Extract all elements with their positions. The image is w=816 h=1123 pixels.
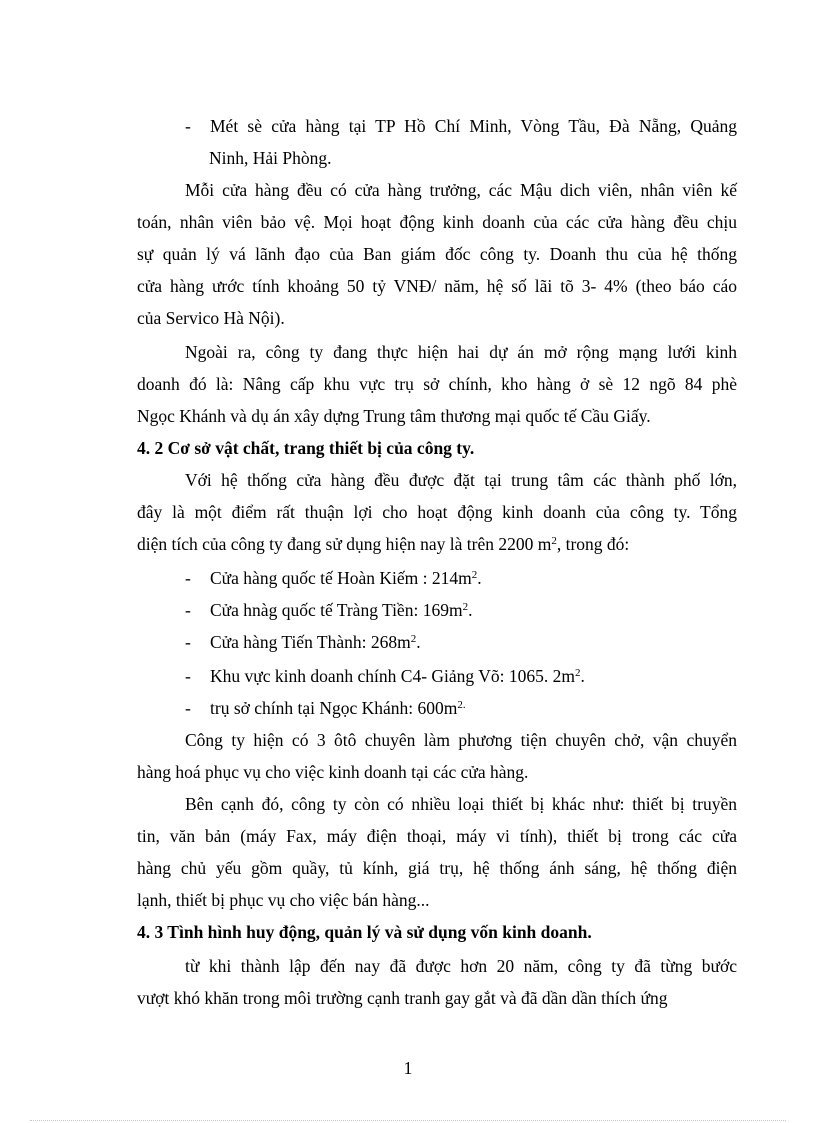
section-heading-4-3: 4. 3 Tình hình huy động, quản lý và sử dụng vốn kinh doanh. bbox=[137, 922, 592, 942]
para-equipment-line: lạnh, thiết bị phục vụ cho việc bán hàng... bbox=[137, 890, 430, 910]
para-stores-line: sự quản lý vá lãnh đạo của Ban giám đốc công ty. Doanh thu của hệ thống bbox=[137, 244, 737, 264]
section-heading-4-2: 4. 2 Cơ sở vật chất, trang thiết bị của công ty. bbox=[137, 438, 475, 458]
bullet-dash: - bbox=[185, 116, 191, 136]
superscript: 2 bbox=[471, 569, 478, 581]
superscript: 2 bbox=[574, 667, 581, 679]
para-projects-line: Ngọc Khánh và dụ án xây dựng Trung tâm thương mại quốc tế Cầu Giấy. bbox=[137, 406, 651, 426]
para-capital-line: vượt khó khăn trong môi trường cạnh tranh gay gắt và đã dần dần thích ứng bbox=[137, 988, 668, 1008]
bullet-dash: - bbox=[185, 698, 191, 718]
para-projects-line: Ngoài ra, công ty đang thực hiện hai dự án mở rộng mạng lưới kinh bbox=[185, 342, 737, 362]
bullet-dash: - bbox=[185, 666, 191, 686]
para-area-line: Với hệ thống cửa hàng đều được đặt tại trung tâm các thành phố lớn, bbox=[185, 470, 737, 490]
para-equipment-line: Bên cạnh đó, công ty còn có nhiều loại thiết bị khác như: thiết bị truyền bbox=[185, 794, 737, 814]
para-projects-line: doanh đó là: Nâng cấp khu vực trụ sở chính, kho hàng ở sè 12 ngõ 84 phè bbox=[137, 374, 737, 394]
para-stores-line: Mỗi cửa hàng đều có cửa hàng trưởng, các Mậu dich viên, nhân viên kế bbox=[185, 180, 737, 200]
bullet-text-line1: Mét sè cửa hàng tại TP Hồ Chí Minh, Vòng Tầu, Đà Nẵng, Quảng bbox=[210, 116, 737, 136]
bullet-dash: - bbox=[185, 600, 191, 620]
superscript: 2 bbox=[410, 633, 417, 645]
superscript: 2 bbox=[551, 535, 557, 547]
superscript: 2. bbox=[457, 699, 466, 711]
para-area-line: đây là một điểm rất thuận lợi cho hoạt động kinh doanh của công ty. Tổng bbox=[137, 502, 737, 522]
para-vehicles-line: Công ty hiện có 3 ôtô chuyên làm phương tiện chuyên chở, vận chuyển bbox=[185, 730, 737, 750]
para-equipment-line: tin, văn bản (máy Fax, máy điện thoại, máy vi tính), thiết bị trong các cửa bbox=[137, 826, 737, 846]
page-number: 1 bbox=[403, 1058, 413, 1078]
para-stores-line: cửa hàng ưrớc tính khoảng 50 tỷ VNĐ/ năm, hệ số lãi tõ 3- 4% (theo báo cáo bbox=[137, 276, 737, 296]
para-area-line-last: diện tích của công ty đang sử dụng hiện nay là trên 2200 $m^2$, trong đó: bbox=[137, 534, 630, 554]
footer-divider bbox=[30, 1120, 786, 1121]
para-vehicles-line: hàng hoá phục vụ cho việc kinh doanh tại các cửa hàng. bbox=[137, 762, 529, 782]
para-stores-line: của Servico Hà Nội). bbox=[137, 308, 285, 328]
superscript: 2 bbox=[462, 601, 469, 613]
bullet-text-line2: Ninh, Hải Phòng. bbox=[209, 148, 332, 168]
para-equipment-line: hàng chủ yếu gồm quầy, tủ kính, giá trụ, hệ thống ánh sáng, hệ thống điện bbox=[137, 858, 737, 878]
bullet-dash: - bbox=[185, 632, 191, 652]
bullet-dash: - bbox=[185, 568, 191, 588]
para-capital-line: từ khi thành lập đến nay đã được hơn 20 năm, công ty đã từng bước bbox=[185, 956, 737, 976]
document-page: - Mét sè cửa hàng tại TP Hồ Chí Minh, Vòng Tầu, Đà Nẵng, Quảng Ninh, Hải Phòng. Mỗi cửa hàng đều có cửa hàng trưởng, các Mậu dich viên, nhân viên kế toán, nhân viên bảo vệ. Mọi hoạt động kinh doanh của các cửa hàng đều chịu sự quản lý vá lãnh đạo của Ban giám đốc công ty. Doanh thu của hệ thống cửa hàng ưrớc tính khoảng 50 tỷ VNĐ/ năm, hệ số lãi tõ 3- 4% (theo báo cáo của Servico Hà Nội). Ngoài ra, công ty đang thực hiện hai dự án mở rộng mạng lưới kinh doanh đó là: Nâng cấp khu vực trụ sở chính, kho hàng ở sè 12 ngõ 84 phè Ngọc Khánh và dụ án xây dựng Trung tâm thương mại quốc tế Cầu Giấy. 4. 2 Cơ sở vật chất, trang thiết bị của công ty. Với hệ thống cửa hàng đều được đặt tại trung tâm các thành phố lớn, đây là một điểm rất thuận lợi cho hoạt động kinh doanh của công ty. Tổng diện tích của công ty đang sử dụng hiện nay là trên 2200 $m^2$, trong đó: - Cửa hàng quốc tế Hoàn Kiếm : $214m^2$. - Cửa hnàg quốc tế Tràng Tiền: $169m^2$. - Cửa hàng Tiến Thành: $268m^2$. - Khu vực kinh doanh chính C4- Giảng Võ: 1065. $2m^2$. - trụ sở chính tại Ngọc Khánh: $600m^{2.}$ Công ty hiện có 3 ôtô chuyên làm phương tiện chuyên chở, vận chuyển hàng hoá phục vụ cho việc kinh doanh tại các cửa hàng. Bên cạnh đó, công ty còn có nhiều loại thiết bị khác như: thiết bị truyền tin, văn bản (máy Fax, máy điện thoại, máy vi tính), thiết bị trong các cửa hàng chủ yếu gồm quầy, tủ kính, giá trụ, hệ thống ánh sáng, hệ thống điện lạnh, thiết bị phục vụ cho việc bán hàng... 4. 3 Tình hình huy động, quản lý và sử dụng vốn kinh doanh. từ khi thành lập đến nay đã được hơn 20 năm, công ty đã từng bước vượt khó khăn trong môi trường cạnh tranh gay gắt và đã dần dần thích ứng 1 bbox=[0, 0, 816, 1123]
para-stores-line: toán, nhân viên bảo vệ. Mọi hoạt động kinh doanh của các cửa hàng đều chịu bbox=[137, 212, 737, 232]
